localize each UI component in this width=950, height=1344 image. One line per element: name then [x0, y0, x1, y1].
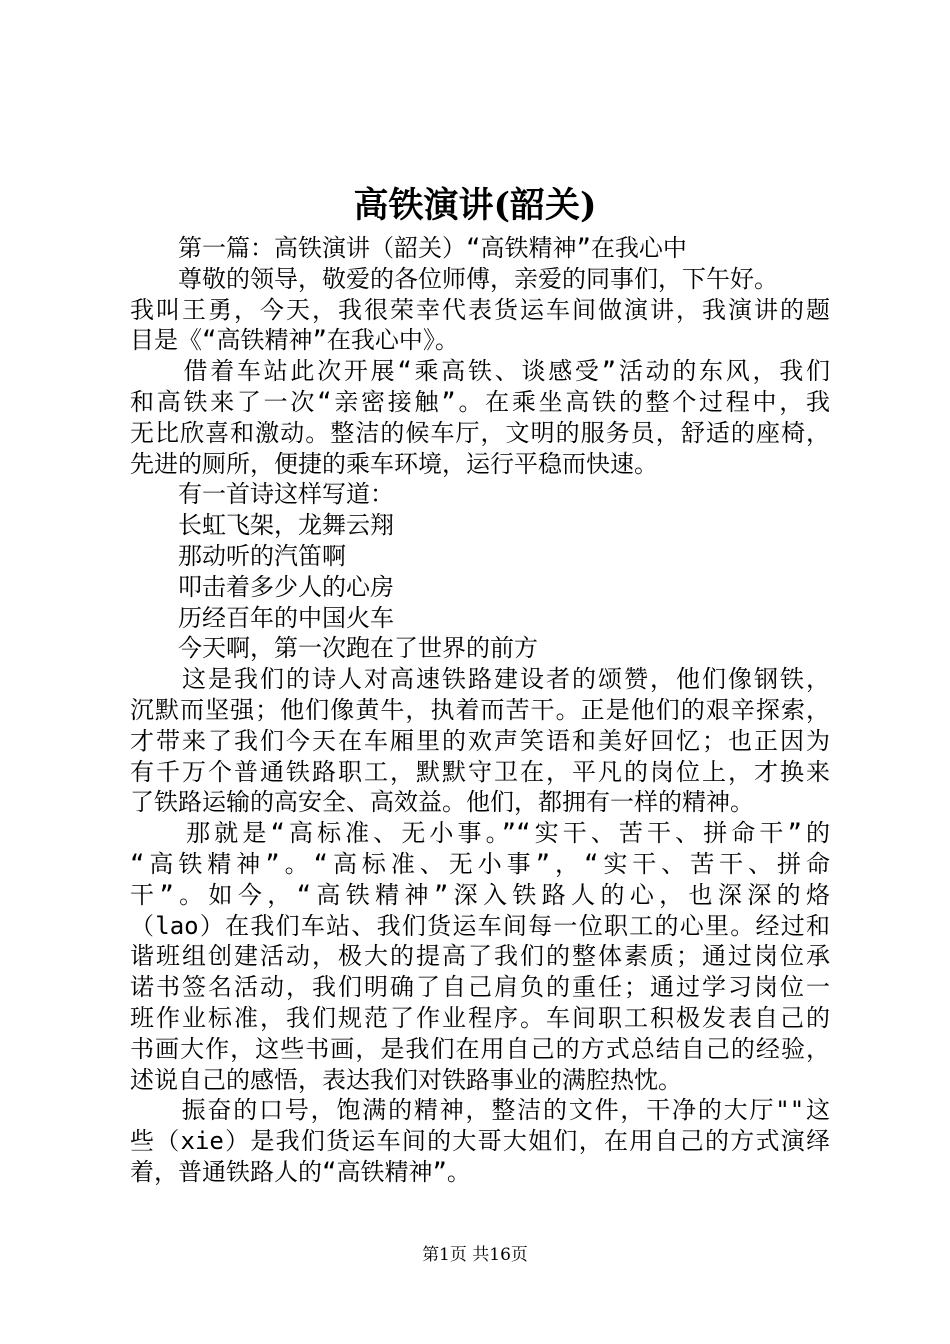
document-body [130, 233, 830, 1188]
text-line: 才带来了我们今天在车厢里的欢声笑语和美好回忆；也正因为 [130, 726, 830, 755]
text-line: 无比欣喜和激动。整洁的候车厅，文明的服务员，舒适的座椅， [130, 418, 830, 447]
text-line: 干”。如今，“高铁精神”深入铁路人的心，也深深的烙 [130, 880, 830, 909]
text-line: 尊敬的领导，敬爱的各位师傅，亲爱的同事们，下午好。 [130, 264, 778, 293]
text-line: 振奋的口号，饱满的精神，整洁的文件，干净的大厅""这 [130, 1096, 830, 1125]
text-line: 谐班组创建活动，极大的提高了我们的整体素质；通过岗位承 [130, 942, 830, 971]
text-line: 历经百年的中国火车 [130, 603, 394, 632]
text-line: 叩击着多少人的心房 [130, 572, 394, 601]
text-line: 了铁路运输的高安全、高效益。他们，都拥有一样的精神。 [130, 788, 754, 817]
text-line: 这是我们的诗人对高速铁路建设者的颂赞，他们像钢铁， [130, 665, 830, 694]
text-line: 书画大作，这些书画，是我们在用自己的方式总结自己的经验， [130, 1034, 830, 1063]
text-line: 借着车站此次开展“乘高铁、谈感受”活动的东风，我们 [130, 357, 830, 386]
text-line: 诺书签名活动，我们明确了自己肩负的重任；通过学习岗位一 [130, 973, 830, 1002]
text-line: 着，普通铁路人的“高铁精神”。 [130, 1157, 471, 1186]
text-line: 第一篇：高铁演讲（韶关）“高铁精神”在我心中 [130, 234, 687, 262]
document-title: 高铁演讲(韶关) [353, 185, 597, 226]
text-line: 有千万个普通铁路职工，默默守卫在，平凡的岗位上，才换来 [130, 757, 830, 786]
text-line: 和高铁来了一次“亲密接触”。在乘坐高铁的整个过程中，我 [130, 387, 830, 416]
text-line: 有一首诗这样写道： [130, 480, 394, 509]
text-line: 我叫王勇，今天，我很荣幸代表货运车间做演讲，我演讲的题 [130, 295, 830, 324]
text-line: 班作业标准，我们规范了作业程序。车间职工积极发表自己的 [130, 1003, 830, 1032]
page-footer: 第1页 共16页 [422, 1245, 528, 1265]
text-line: 些（xie）是我们货运车间的大哥大姐们，在用自己的方式演绎 [130, 1127, 830, 1156]
text-line: 目是《“高铁精神”在我心中》。 [130, 326, 459, 355]
text-line: 述说自己的感悟，表达我们对铁路事业的满腔热忱。 [130, 1065, 682, 1094]
text-line: 先进的厕所，便捷的乘车环境，运行平稳而快速。 [130, 449, 658, 478]
text-line: 那就是“高标准、无小事。”“实干、苦干、拼命干”的 [130, 819, 830, 848]
text-line: 今天啊，第一次跑在了世界的前方 [130, 634, 538, 663]
text-line: 那动听的汽笛啊 [130, 541, 346, 570]
text-line: 长虹飞架，龙舞云翔 [130, 511, 394, 540]
text-line: （lao）在我们车站、我们货运车间每一位职工的心里。经过和 [130, 911, 830, 940]
text-line: 沉默而坚强；他们像黄牛，执着而苦干。正是他们的艰辛探索， [130, 695, 830, 724]
text-line: “高铁精神”。“高标准、无小事”，“实干、苦干、拼命 [130, 849, 830, 878]
